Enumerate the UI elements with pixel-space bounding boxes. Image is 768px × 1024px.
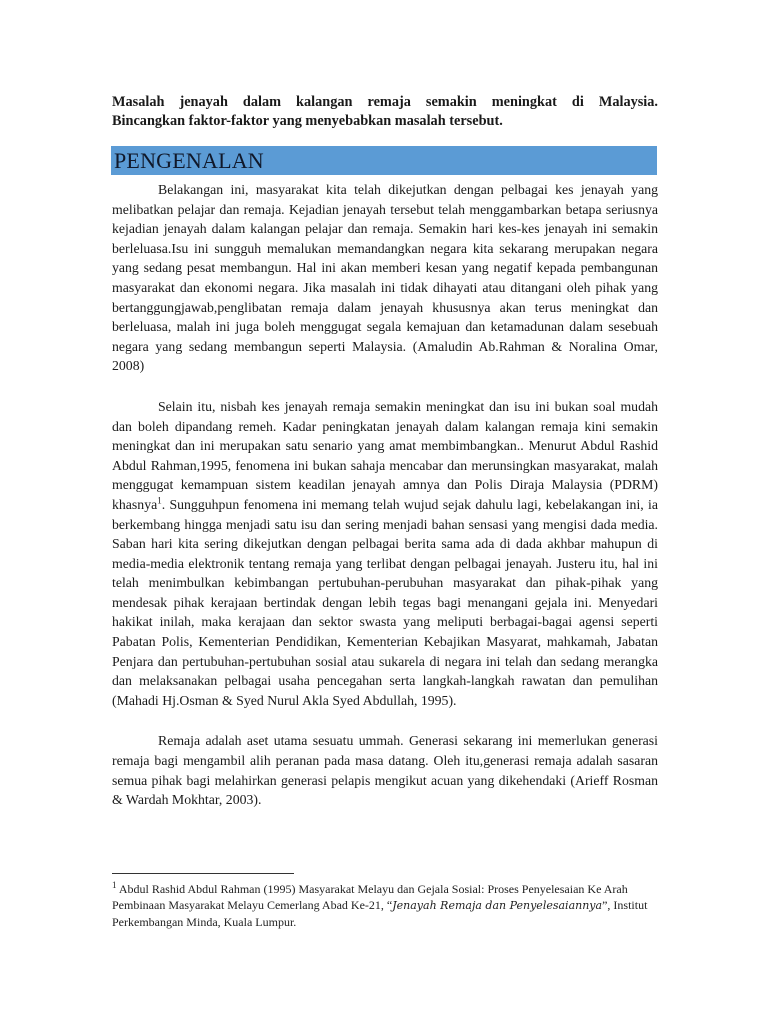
question-line-2: Bincangkan faktor-faktor yang menyebabkan masalah tersebut. [112,113,503,129]
paragraph-3: Remaja adalah aset utama sesuatu ummah. Generasi sekarang ini memerlukan generasi remaja bagi mengambil alih peranan pada masa datang. Oleh itu,generasi remaja adalah sasaran semua pihak bagi melahirkan generasi pelapis mengikut acuan yang dikehendaki (Arieff Rosman & Wardah Mokhtar, 2003). [112,733,658,808]
footnote-reference: 1 [157,495,162,506]
footnote [112,881,658,930]
paragraph-2-part-2: . Sungguhpun fenomena ini memang telah wujud sejak dahulu lagi, kebelakangan ini, ia berkembang hingga menjadi satu isu dan sering menjadi bahan sensasi yang mengisi dada media. Saban hari kita sering dikejutkan dengan pelbagai berita sama ada di dada akhbar mahupun di media-media elektronik tentang remaja yang terlibat dengan pelbagai jenayah. Justeru itu, hal ini telah menimbulkan kebimbangan pertubuhan-perubuhan masyarakat dan pihak-pihak yang mendesak pihak kerajaan bertindak dengan lebih tegas bagi menangani gejala ini. Menyedari hakikat inilah, maka kerajaan dan sektor swasta yang meliputi berbagai-bagai agensi seperti Pabatan Polis, Kementerian Pendidikan, Kementerian Kebajikan Masyarat, mahkamah, Jabatan Penjara dan pertubuhan-pertubuhan sosial atau sukarela di negara ini telah dan sedang merangka dan melaksanakan pelbagai usaha pencegahan serta langkah-langkah rawatan dan pemulihan (Mahadi Hj.Osman & Syed Nurul Akla Syed Abdullah, 1995). [112,496,658,708]
essay-question [112,93,658,131]
paragraph-2 [112,397,658,711]
footnote-separator [112,873,294,874]
section-heading-bar [111,146,657,175]
paragraph-2-part-1: Selain itu, nisbah kes jenayah remaja semakin meningkat dan isu ini bukan soal mudah dan boleh dipandang remeh. Kadar peningkatan jenayah dalam kalangan remaja kini semakin meningkat dan ini merupakan satu senario yang amat membimbangkan.. Menurut Abdul Rashid Abdul Rahman,1995, fenomena ini bukan sahaja mencabar dan merunsingkan masyarakat, malah menggugat kemampuan sistem keadilan jenayah amnya dan Polis Diraja Malaysia (PDRM) khasnya [112,398,658,512]
footnote-mark: 1 [112,880,117,890]
paragraph-1: Belakangan ini, masyarakat kita telah dikejutkan dengan pelbagai kes jenayah yang melibatkan pelajar dan remaja. Kejadian jenayah tersebut telah menggambarkan betapa seriusnya kejadian jenayah dalam kalangan pelajar dan remaja. Semakin hari kes-kes jenayah ini semakin berleluasa.Isu ini sungguh memalukan memandangkan negara kita sekarang merupakan negara yang sedang pesat membangun. Hal ini akan memberi kesan yang negatif kepada pembangunan masyarakat dan ekonomi negara. Jika masalah ini tidak dihayati atau ditangani oleh pihak yang bertanggungjawab,penglibatan remaja dalam jenayah khususnya akan terus meningkat dan berleluasa, malah ini juga boleh menggugat segala kemajuan dan ketamadunan dalam sesebuah negara yang sedang membangun seperti Malaysia. (Amaludin Ab.Rahman & Noralina Omar, 2008) [112,182,658,374]
footnote-cited-title: Jenayah Remaja dan Penyelesaiannya [392,899,603,912]
footnote-text-2: ”, Institut Perkembangan Minda, Kuala Lumpur. [112,898,648,929]
section-heading: PENGENALAN [114,148,264,173]
question-line-1: Masalah jenayah dalam kalangan remaja semakin meningkat di Malaysia. [112,94,658,110]
body-text [112,180,658,831]
footnote-text-1: Abdul Rashid Abdul Rahman (1995) Masyarakat Melayu dan Gejala Sosial: Proses Penyelesaian Ke Arah Pembinaan Masyarakat Melayu Cemerlang Abad Ke-21, “ [112,882,628,912]
